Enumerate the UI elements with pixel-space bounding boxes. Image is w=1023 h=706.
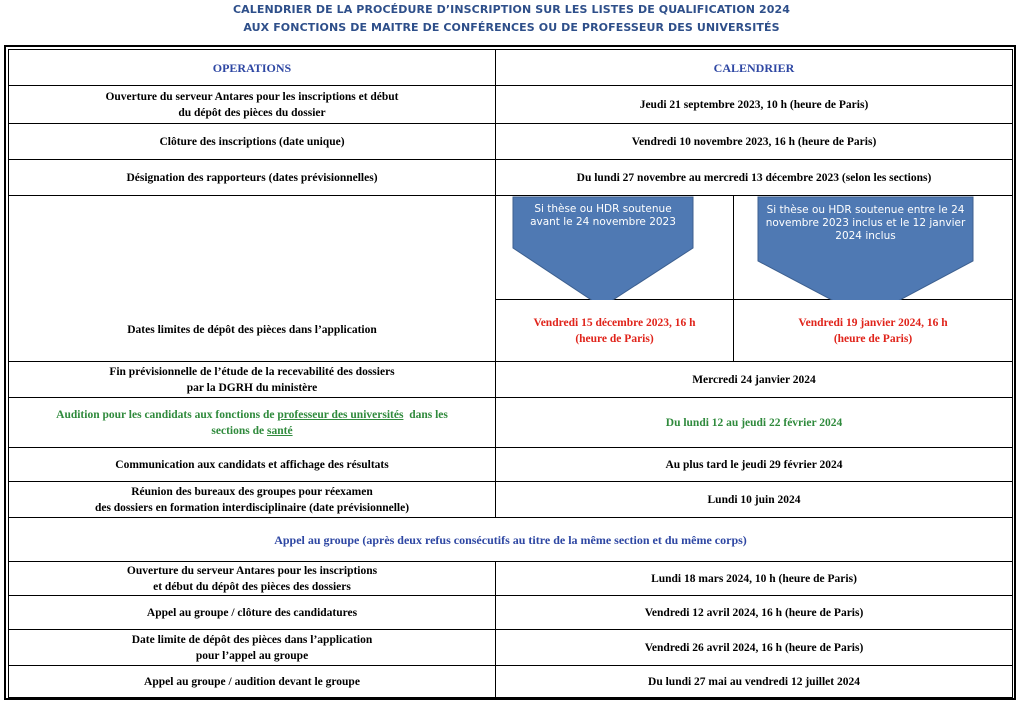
date-cell: Jeudi 21 septembre 2023, 10 h (heure de Paris) [496,86,1013,124]
table-row [9,630,1013,666]
operation-cell: Communication aux candidats et affichage des résultats [9,448,496,482]
page-title-line1: CALENDRIER DE LA PROCÉDURE D’INSCRIPTION SUR LES LISTES DE QUALIFICATION 2024 [232,3,791,16]
groupe-heading: Appel au groupe (après deux refus consécutifs au titre de la même section et du même corps) [9,518,1013,562]
header-operations: OPERATIONS [9,50,496,86]
date-cell: Vendredi 12 avril 2024, 16 h (heure de Paris) [496,596,1013,630]
table-row [9,160,1013,196]
audition-date-cell: Du lundi 12 au jeudi 22 février 2024 [496,398,1013,448]
operation-cell: Ouverture du serveur Antares pour les inscriptions et début du dépôt des pièces des dossiers [9,562,496,596]
operation-cell: Fin prévisionnelle de l’étude de la recevabilité des dossiers par la DGRH du ministère [9,362,496,398]
audition-row [9,398,1013,448]
date-cell: Vendredi 10 novembre 2023, 16 h (heure de Paris) [496,124,1013,160]
depot-row [9,300,1013,362]
page-title-line2: AUX FONCTIONS DE MAITRE DE CONFÉRENCES OU DE PROFESSEUR DES UNIVERSITÉS [243,21,780,34]
arrow-cell-right [734,196,1013,300]
table-row [9,596,1013,630]
table-row [9,448,1013,482]
date-cell: Du lundi 27 mai au vendredi 12 juillet 2024 [496,666,1013,698]
date-cell: Au plus tard le jeudi 29 février 2024 [496,448,1013,482]
operation-cell: Date limite de dépôt des pièces dans l’application pour l’appel au groupe [9,630,496,666]
operation-cell: Ouverture du serveur Antares pour les inscriptions et début du dépôt des pièces du dossier [9,86,496,124]
operation-cell: Clôture des inscriptions (date unique) [9,124,496,160]
arrow-cell-left [496,196,734,300]
arrow-left-text: Si thèse ou HDR soutenue avant le 24 novembre 2023 [530,203,676,228]
operation-cell: Dates limites de dépôt des pièces dans l’application [9,300,496,362]
depot-date-left: Vendredi 15 décembre 2023, 16 h (heure de Paris) [496,300,734,362]
table-row [9,562,1013,596]
arrows-row [9,196,1013,300]
depot-date-right: Vendredi 19 janvier 2024, 16 h (heure de Paris) [734,300,1013,362]
table-row [9,666,1013,698]
date-cell: Vendredi 26 avril 2024, 16 h (heure de Paris) [496,630,1013,666]
operation-cell: Désignation des rapporteurs (dates prévisionnelles) [9,160,496,196]
arrow-right-text: Si thèse ou HDR soutenue entre le 24 novembre 2023 inclus et le 12 janvier 2024 inclus [765,204,966,242]
table-row [9,482,1013,518]
operation-cell-empty [9,196,496,300]
operation-cell: Appel au groupe / audition devant le groupe [9,666,496,698]
audition-operation-cell: Audition pour les candidats aux fonctions de professeur des universités dans les sections de santé [9,398,496,448]
date-cell: Lundi 10 juin 2024 [496,482,1013,518]
groupe-heading-row [9,518,1013,562]
date-cell: Mercredi 24 janvier 2024 [496,362,1013,398]
operation-cell: Réunion des bureaux des groupes pour réexamen des dossiers en formation interdisciplinaire (date prévisionnelle) [9,482,496,518]
date-cell: Lundi 18 mars 2024, 10 h (heure de Paris) [496,562,1013,596]
header-calendrier: CALENDRIER [496,50,1013,86]
table-row [9,86,1013,124]
calendar-table [8,49,1013,698]
date-cell: Du lundi 27 novembre au mercredi 13 décembre 2023 (selon les sections) [496,160,1013,196]
operation-cell: Appel au groupe / clôture des candidatures [9,596,496,630]
table-row [9,124,1013,160]
table-header-row [9,50,1013,86]
table-row [9,362,1013,398]
